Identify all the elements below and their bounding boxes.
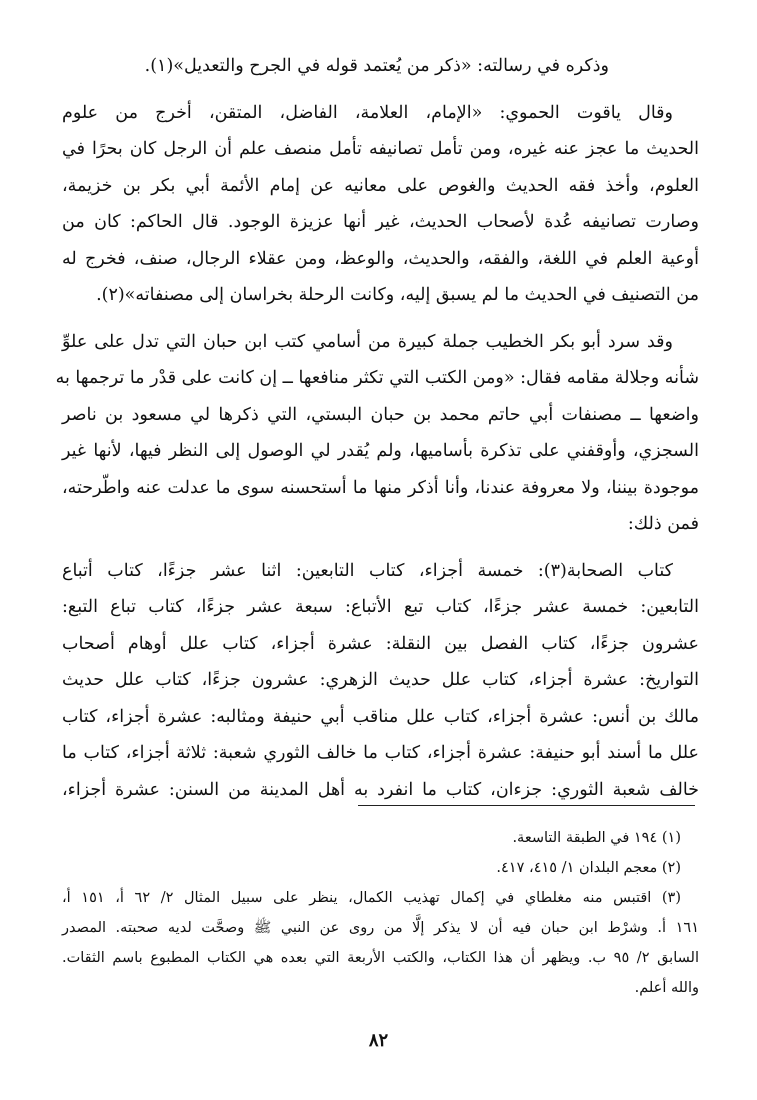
text-line: موجودة بيننا، ولا معروفة عندنا، وأنا أذكر منها ما أستحسنه سوى ما عدلت عنه واطّرحته،: [62, 477, 699, 498]
text-line: شأنه وجلالة مقامه فقال: «ومن الكتب التي تكثر منافعها ــ إن كانت على قدْر ما ترجمها به: [55, 368, 699, 388]
text-line: وقد سرد أبو بكر الخطيب جملة كبيرة من أسامي كتب ابن حبان التي تدل على علوِّ: [62, 331, 673, 352]
page-number: ٨٢: [368, 1030, 389, 1051]
text-line: الحديث ما عجز عنه غيره، ومن تأمل تصانيفه تأمل منصف علم أن الرجل كان بحرًا في: [62, 139, 699, 159]
footnote-1: (١) ١٩٤ في الطبقة التاسعة.: [512, 830, 681, 846]
footnote-3-continued: والله أعلم.: [634, 980, 699, 996]
text-line: وصارت تصانيفه عُدة لأصحاب الحديث، غير أنها عزيزة الوجود. قال الحاكم: كان من: [62, 212, 699, 232]
text-line: وذكره في رسالته: «ذكر من يُعتمد قوله في الجرح والتعديل»(١).: [144, 56, 609, 76]
text-line: العلوم، وأخذ فقه الحديث والغوص على معانيه عن إمام الأئمة أبي بكر بن خزيمة،: [62, 175, 699, 196]
paragraph-2: [62, 95, 699, 314]
footnote-3-continued: السابق ٢/ ٩٥ ب. ويظهر أن هذا الكتاب، والكتب الأربعة التي بعده هي الكتاب المطبوع باسم الثقات.: [62, 950, 699, 966]
text-line: التابعين: خمسة عشر جزءًا، كتاب تبع الأتباع: سبعة عشر جزءًا، كتاب تباع التبع:: [62, 597, 699, 617]
text-line: واضعها ــ مصنفات أبي حاتم محمد بن حبان البستي، التي ذكرها لي مسعود بن ناصر: [62, 404, 699, 425]
text-line: عشرون جزءًا، كتاب الفصل بين النقلة: عشرة أجزاء، كتاب علل أوهام أصحاب: [62, 633, 699, 654]
paragraph-4: [62, 553, 699, 809]
text-line: السجزي، وأوقفني على تذكرة بأساميها، ولم يُقدر لي الوصول إلى النظر فيها، لأنها غير: [62, 441, 699, 461]
footnote-2: (٢) معجم البلدان ١/ ٤١٥، ٤١٧.: [496, 860, 681, 876]
paragraph-1: [62, 48, 699, 85]
text-line: علل ما أسند أبو حنيفة: عشرة أجزاء، كتاب ما خالف الثوري شعبة: ثلاثة أجزاء، كتاب ما: [62, 743, 699, 763]
text-line: مالك بن أنس: عشرة أجزاء، كتاب علل مناقب أبي حنيفة ومثالبه: عشرة أجزاء، كتاب: [62, 706, 699, 727]
text-line: التواريخ: عشرة أجزاء، كتاب علل حديث الزهري: عشرون جزءًا، كتاب علل حديث: [62, 670, 699, 690]
text-line: خالف شعبة الثوري: جزءان، كتاب ما انفرد به أهل المدينة من السنن: عشرة أجزاء،: [62, 779, 699, 800]
footnote-3: (٣) اقتبس منه مغلطاي في إكمال تهذيب الكمال، ينظر على سبيل المثال ٢/ ٦٢ أ، ١٥١ أ،: [62, 890, 682, 906]
paragraph-3: [55, 324, 699, 543]
footnote-3-continued: ١٦١ أ. وشرْط ابن حبان فيه أن لا يذكر إلَّا من روى عن النبي ﷺ وصحَّت لديه صحبته. المصدر: [62, 920, 699, 936]
text-line: من التصنيف في الحديث ما لم يسبق إليه، وكانت الرحلة بخراسان إلى مصنفاته»(٢).: [96, 285, 699, 305]
text-line: فمن ذلك:: [627, 514, 699, 534]
text-line: أوعية العلم في اللغة، والفقه، والحديث، والوعظ، ومن عقلاء الرجال، صنف، فخرج له: [62, 248, 699, 269]
footnote-divider: [358, 805, 695, 806]
text-line: وقال ياقوت الحموي: «الإمام، العلامة، الفاضل، المتقن، أخرج من علوم: [62, 102, 673, 123]
main-text: [55, 48, 699, 808]
footnotes: [62, 823, 699, 1003]
text-line: كتاب الصحابة(٣): خمسة أجزاء، كتاب التابعين: اثنا عشر جزءًا، كتاب أتباع: [62, 560, 673, 581]
